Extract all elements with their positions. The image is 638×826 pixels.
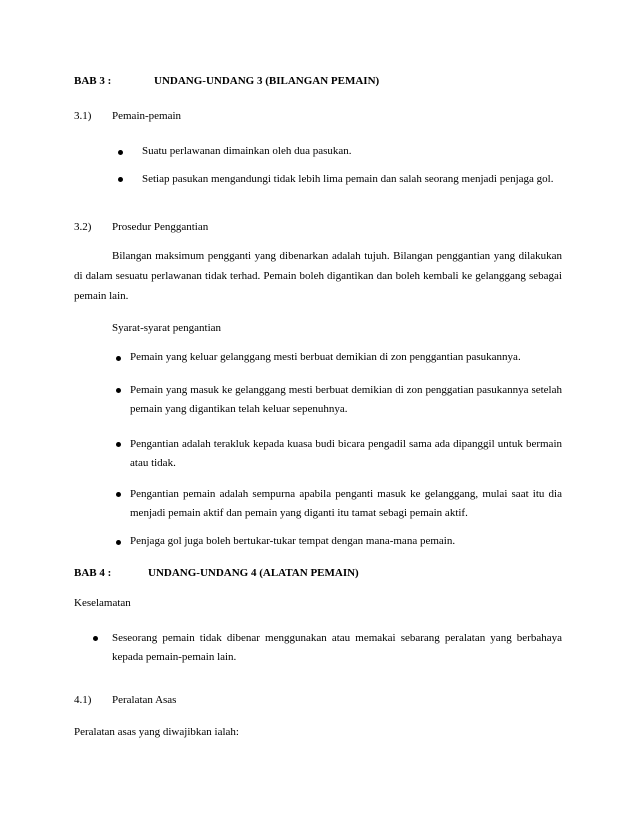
section-3-2-heading: Prosedur Penggantian	[112, 221, 209, 233]
section-3-1-heading: Pemain-pemain	[112, 110, 182, 122]
bab4-label: BAB 4 :	[74, 567, 112, 579]
bullet-icon	[116, 540, 121, 545]
bab3-label: BAB 3 :	[74, 75, 112, 87]
keselamatan-bullet-1: Seseorang pemain tidak dibenar menggunakan atau memakai sebarang peralatan yang berbahaya kepada pemain-pemain lain.	[112, 632, 562, 663]
bab4-title: UNDANG-UNDANG 4 (ALATAN PEMAIN)	[148, 567, 359, 579]
keselamatan-heading: Keselamatan	[74, 597, 131, 609]
bullet-icon	[116, 442, 121, 447]
condition-5: Penjaga gol juga boleh bertukar-tukar tempat dengan mana-mana pemain.	[130, 535, 456, 547]
s41-intro: Peralatan asas yang diwajibkan ialah:	[74, 726, 239, 738]
bullet-icon	[116, 356, 121, 361]
s32-paragraph: Bilangan maksimum pengganti yang dibenarkan adalah tujuh. Bilangan penggantian yang dilakukan di dalam sesuatu perlawanan tidak terhad. Pemain boleh digantikan dan boleh kembali ke gelanggang sebagai pemain lain.	[74, 250, 562, 302]
condition-2: Pemain yang masuk ke gelanggang mesti berbuat demikian di zon penggatian pasukannya setelah pemain yang digantikan telah keluar sepenuhnya.	[130, 384, 562, 415]
condition-3: Pengantian adalah terakluk kepada kuasa budi bicara pengadil sama ada dipanggil untuk bermain atau tidak.	[130, 438, 562, 469]
s31-bullet-2: Setiap pasukan mengandungi tidak lebih lima pemain dan salah seorang menjadi penjaga gol.	[142, 173, 554, 185]
bullet-icon	[93, 636, 98, 641]
bullet-icon	[116, 492, 121, 497]
section-3-1-number: 3.1)	[74, 110, 92, 122]
section-4-1-heading: Peralatan Asas	[112, 694, 177, 706]
section-3-2-number: 3.2)	[74, 221, 92, 233]
bullet-icon	[118, 150, 123, 155]
s31-bullet-1: Suatu perlawanan dimainkan oleh dua pasukan.	[142, 145, 352, 157]
bab3-title: UNDANG-UNDANG 3 (BILANGAN PEMAIN)	[154, 75, 380, 87]
conditions-heading: Syarat-syarat pengantian	[112, 322, 222, 334]
section-4-1-number: 4.1)	[74, 694, 92, 706]
condition-4: Pengantian pemain adalah sempurna apabila penganti masuk ke gelanggang, mulai saat itu dia menjadi pemain aktif dan pemain yang diganti itu tamat sebagi pemain aktif.	[130, 488, 562, 519]
bullet-icon	[116, 388, 121, 393]
bullet-icon	[118, 177, 123, 182]
condition-1: Pemain yang keluar gelanggang mesti berbuat demikian di zon penggantian pasukannya.	[130, 351, 521, 363]
